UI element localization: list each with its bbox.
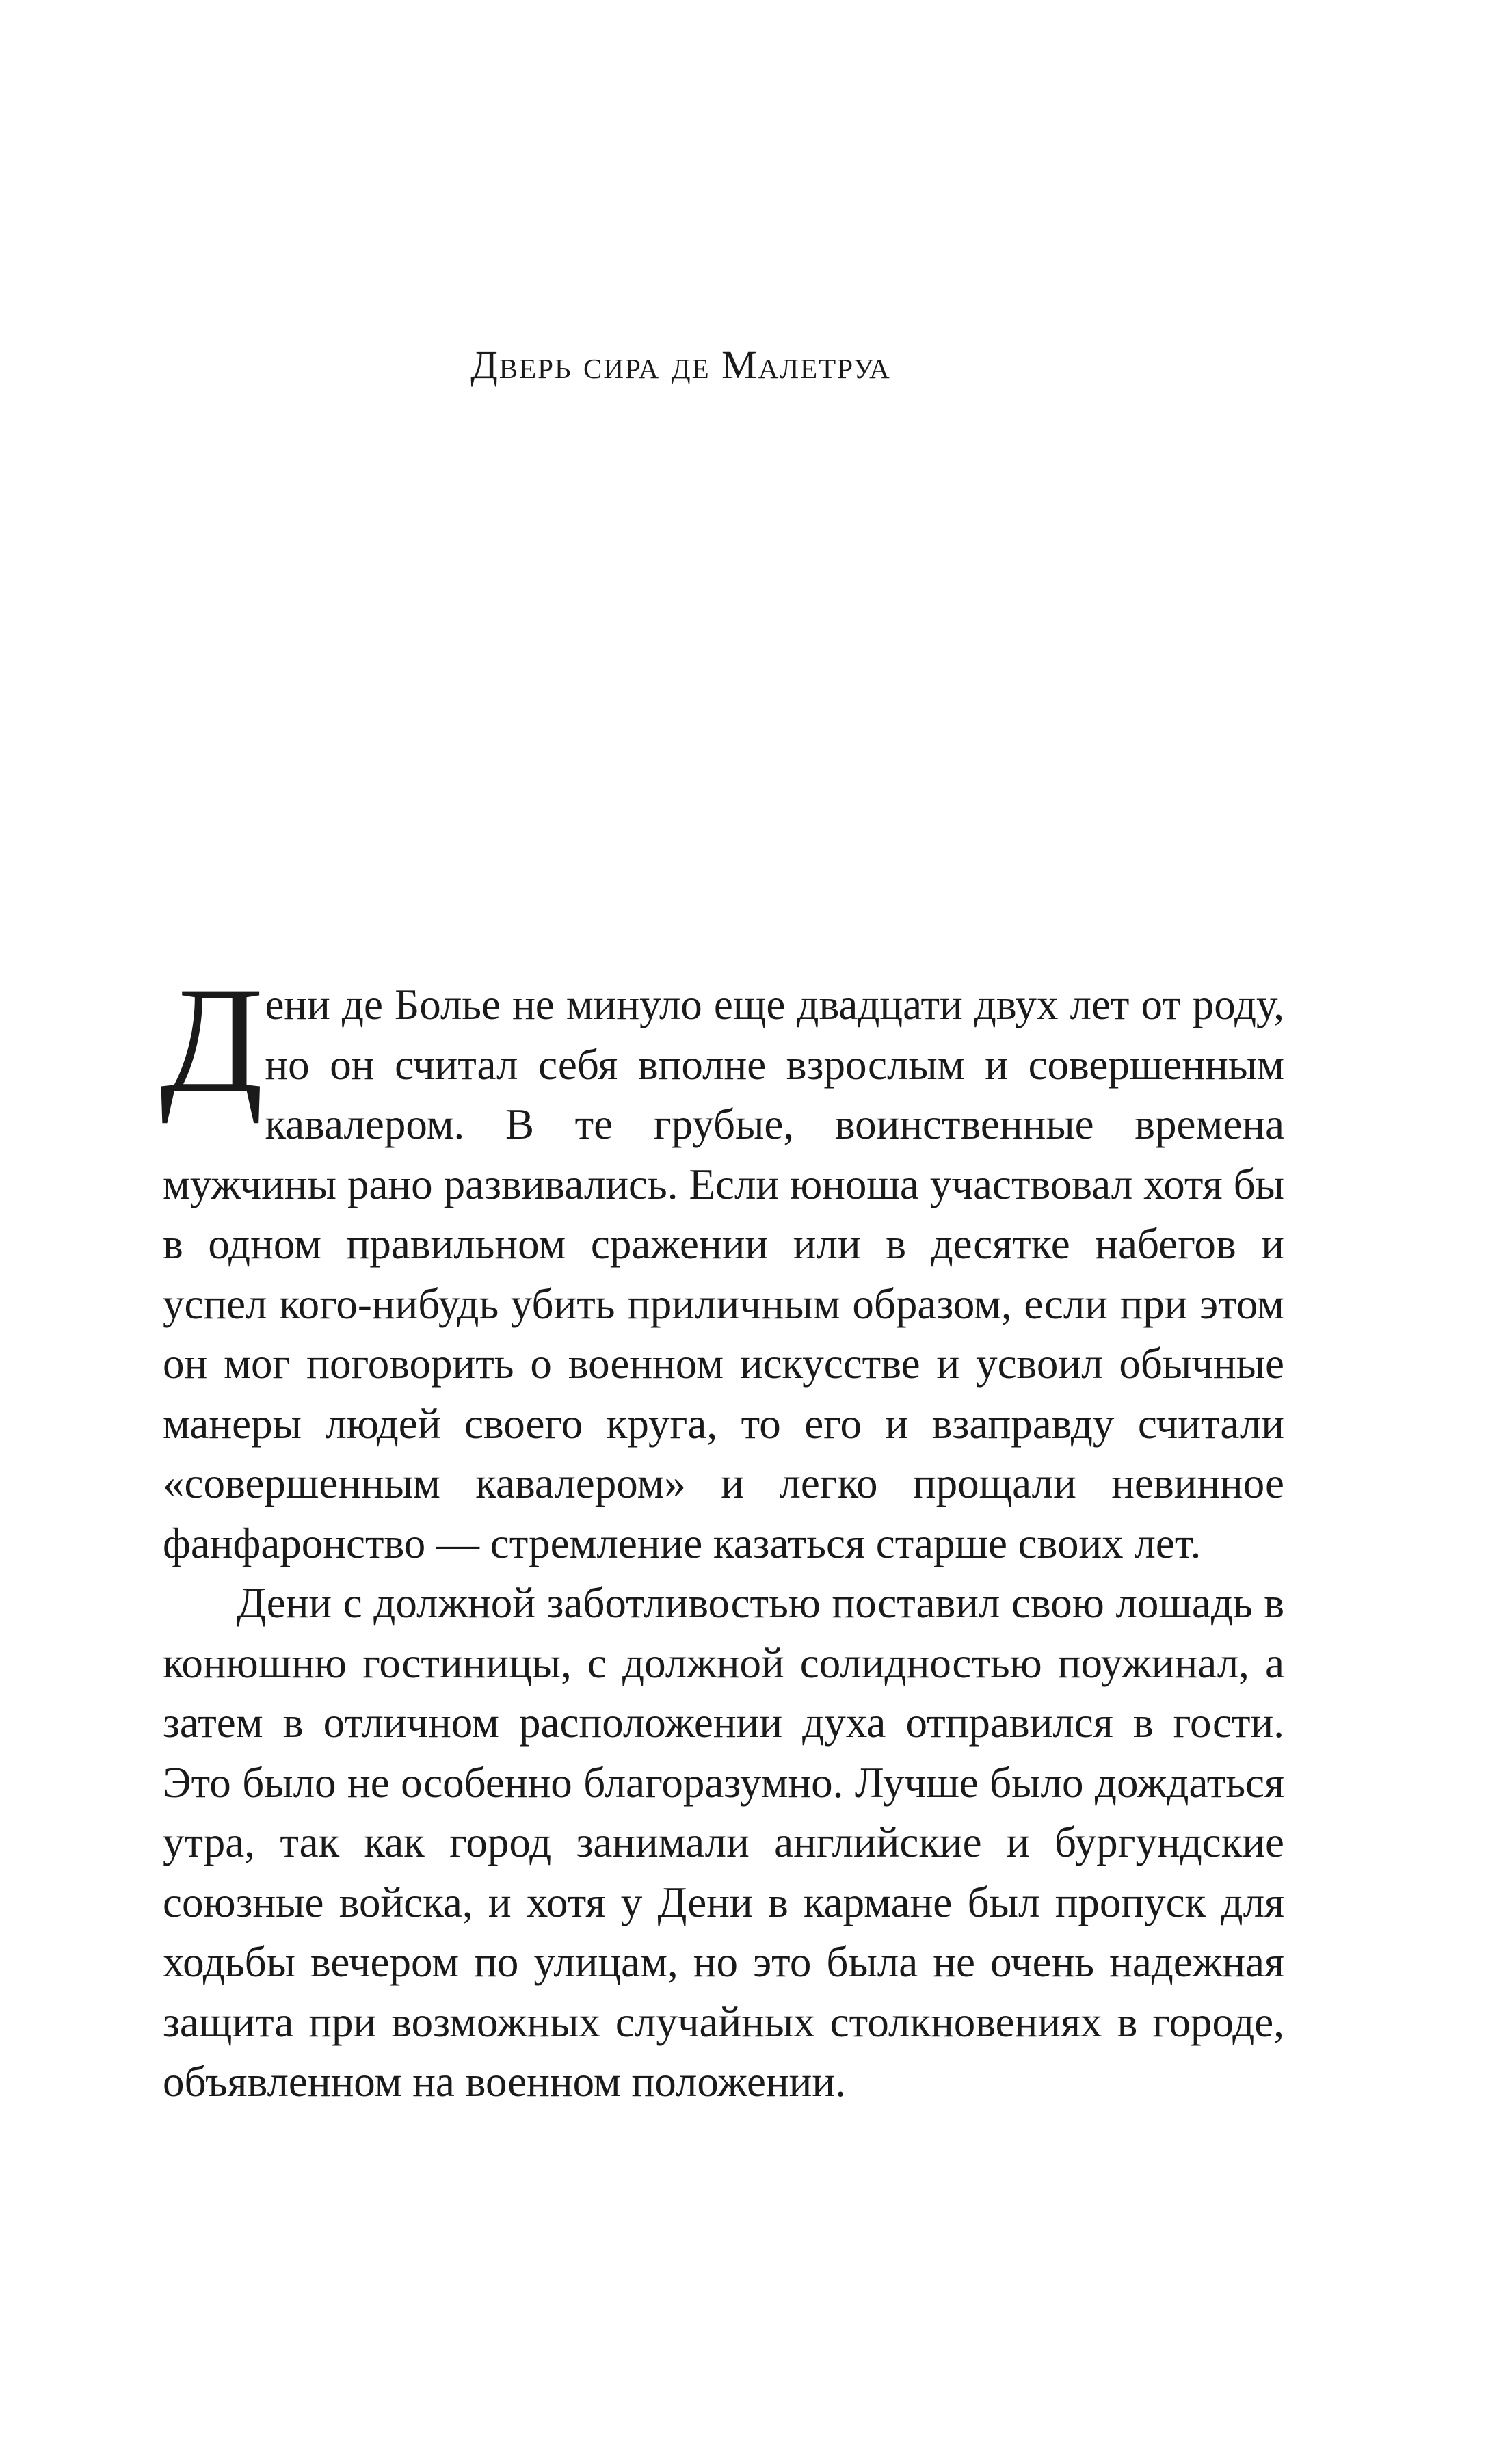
paragraph-1 [160, 956, 1284, 1574]
body-text [160, 956, 1284, 2112]
chapter-title: Дверь сира де Малетруа [470, 343, 891, 387]
paragraph-2: Дени с должной заботливостью поставил свою лошадь в конюшню гостиницы, с должной солидностью поужинал, а затем в отличном расположении духа отправился в гости. Это было не особенно благоразумно. Лучше было дождаться утра, так как город занимали английские и бургундские союзные войска, и хотя у Дени в кармане был пропуск для ходьбы вечером по улицам, но это была не очень надежная защита при возможных случайных столкновениях в городе, объявленном на военном положении. [163, 1579, 1284, 2106]
drop-cap: Д [160, 956, 264, 1124]
paragraph-1-text: ени де Болье не минуло еще двадцати двух лет от роду, но он считал себя вполне взрослым и совершенным кавалером. В те грубые, воинственные времена мужчины рано развивались. Если юноша участвовал хотя бы в одном правильном сражении или в десятке набегов и успел кого-нибудь убить приличным образом, если при этом он мог поговорить о военном искусстве и усвоил обычные манеры людей своего круга, то его и взаправду считали «совершенным кавалером» и легко прощали невинное фанфаронство — стремление казаться старше своих лет. [163, 981, 1284, 1567]
